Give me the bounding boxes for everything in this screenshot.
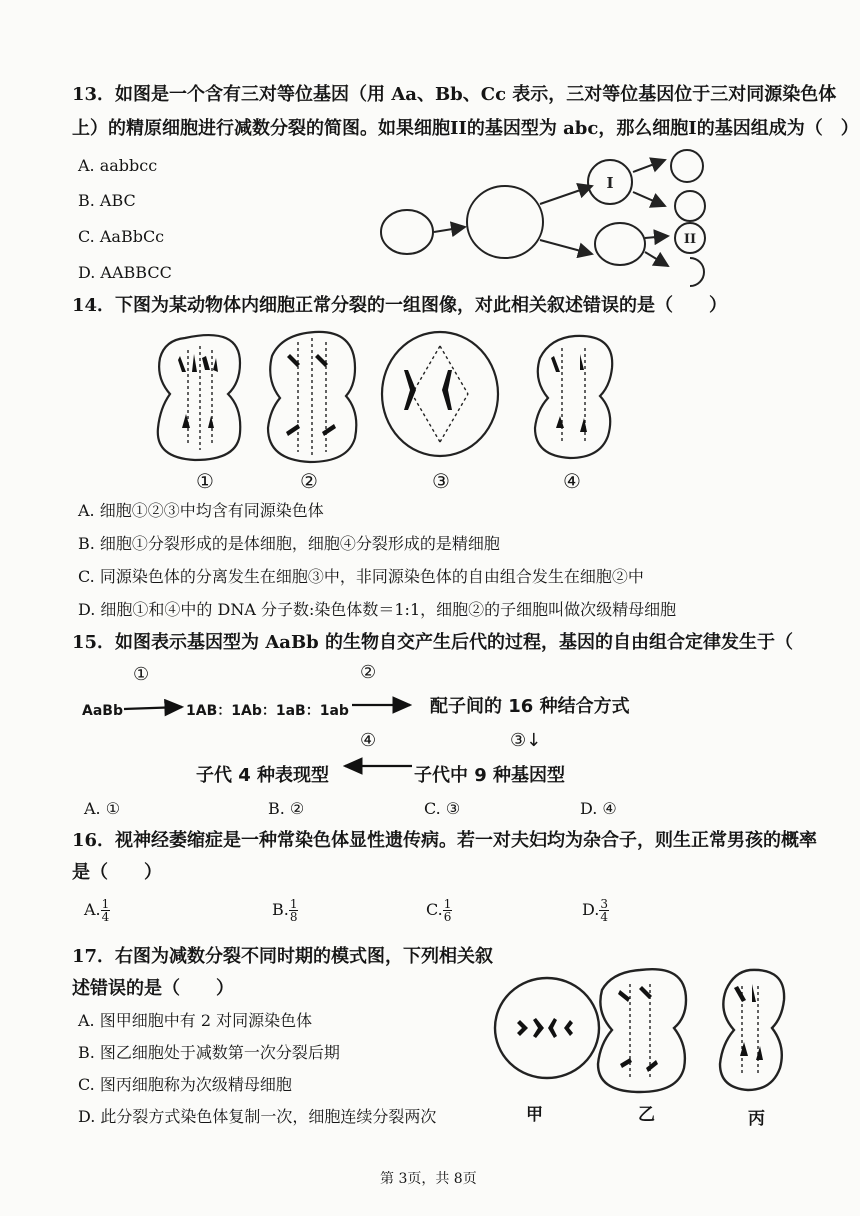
q14-option-b: B. 细胞①分裂形成的是体细胞，细胞④分裂形成的是精细胞 xyxy=(78,534,500,553)
flow-gamete-ratio: 1AB：1Ab：1aB：1ab xyxy=(186,703,349,719)
q16-option-d: D. $\frac{3}{4}$ xyxy=(582,897,608,924)
q13-option-a: A. aabbcc xyxy=(78,156,158,175)
q17-option-d: D. 此分裂方式染色体复制一次，细胞连续分裂两次 xyxy=(78,1107,437,1126)
flow-step-1: ① xyxy=(133,664,150,685)
figure-label-jia: 甲 xyxy=(526,1105,543,1125)
q15-option-b: B. ② xyxy=(268,799,305,818)
q14-option-a: A. 细胞①②③中均含有同源染色体 xyxy=(78,501,324,520)
figure-label-2: ② xyxy=(300,469,318,493)
cell-ii-label: II xyxy=(683,232,697,247)
q13-option-c: C. AaBbCc xyxy=(78,227,165,246)
q15-option-d: D. ④ xyxy=(580,799,617,818)
q17-stem-line1: 17．右图为减数分裂不同时期的模式图，下列相关叙 xyxy=(72,946,494,967)
q14-option-d: D. 细胞①和④中的 DNA 分子数:染色体数＝1:1，细胞②的子细胞叫做次级精母细胞 xyxy=(78,600,677,619)
q16-option-c: C. $\frac{1}{6}$ xyxy=(426,897,452,924)
figure-label-bing: 丙 xyxy=(748,1109,765,1129)
figure-label-yi: 乙 xyxy=(638,1105,655,1125)
q15-option-a: A. ① xyxy=(84,799,121,818)
q13-stem-line1: 13．如图是一个含有三对等位基因（用 Aa、Bb、Cc 表示，三对等位基因位于三对同源染色体 xyxy=(72,84,837,105)
q13-stem-line2: 上）的精原细胞进行减数分裂的简图。如果细胞II的基因型为 abc，那么细胞I的基因组成为（ ） xyxy=(72,118,859,139)
q14-option-c: C. 同源染色体的分离发生在细胞③中，非同源染色体的自由组合发生在细胞②中 xyxy=(78,567,644,586)
q16-option-a: A. $\frac{1}{4}$ xyxy=(84,897,110,924)
q16-stem-line2: 是（ ） xyxy=(72,862,162,883)
flow-step-4: ④ xyxy=(360,730,377,751)
figure-label-3: ③ xyxy=(432,469,450,493)
q17-option-a: A. 图甲细胞中有 2 对同源染色体 xyxy=(78,1011,313,1030)
meiosis-stage-figures xyxy=(490,960,810,1100)
figure-label-4: ④ xyxy=(563,469,581,493)
flow-step-3: ③↓ xyxy=(510,730,542,751)
flow-gamete-combinations: 配子间的 16 种结合方式 xyxy=(430,696,630,717)
q15-stem: 15．如图表示基因型为 AaBb 的生物自交产生后代的过程，基因的自由组合定律发生于（ xyxy=(72,632,794,653)
flow-start-genotype: AaBb xyxy=(82,703,123,719)
q13-option-b: B. ABC xyxy=(78,191,136,210)
flow-step-2: ② xyxy=(360,662,377,683)
q14-stem: 14．下图为某动物体内细胞正常分裂的一组图像，对此相关叙述错误的是（ ） xyxy=(72,295,728,316)
q17-option-b: B. 图乙细胞处于减数第一次分裂后期 xyxy=(78,1043,340,1062)
flow-genotypes: 子代中 9 种基因型 xyxy=(414,765,566,786)
q17-stem-line2: 述错误的是（ ） xyxy=(72,978,234,999)
cell-i-label: I xyxy=(606,174,614,192)
flow-phenotypes: 子代 4 种表现型 xyxy=(196,765,330,786)
page-footer: 第 3页，共 8页 xyxy=(380,1171,477,1187)
cell-jia-outline xyxy=(495,978,599,1078)
figure-label-1: ① xyxy=(196,469,214,493)
q13-option-d: D. AABBCC xyxy=(78,263,172,282)
q16-stem-line1: 16．视神经萎缩症是一种常染色体显性遗传病。若一对夫妇均为杂合子，则生正常男孩的概率 xyxy=(72,830,818,851)
q16-option-b: B. $\frac{1}{8}$ xyxy=(272,897,298,924)
q15-option-c: C. ③ xyxy=(424,799,461,818)
q17-option-c: C. 图丙细胞称为次级精母细胞 xyxy=(78,1075,292,1094)
